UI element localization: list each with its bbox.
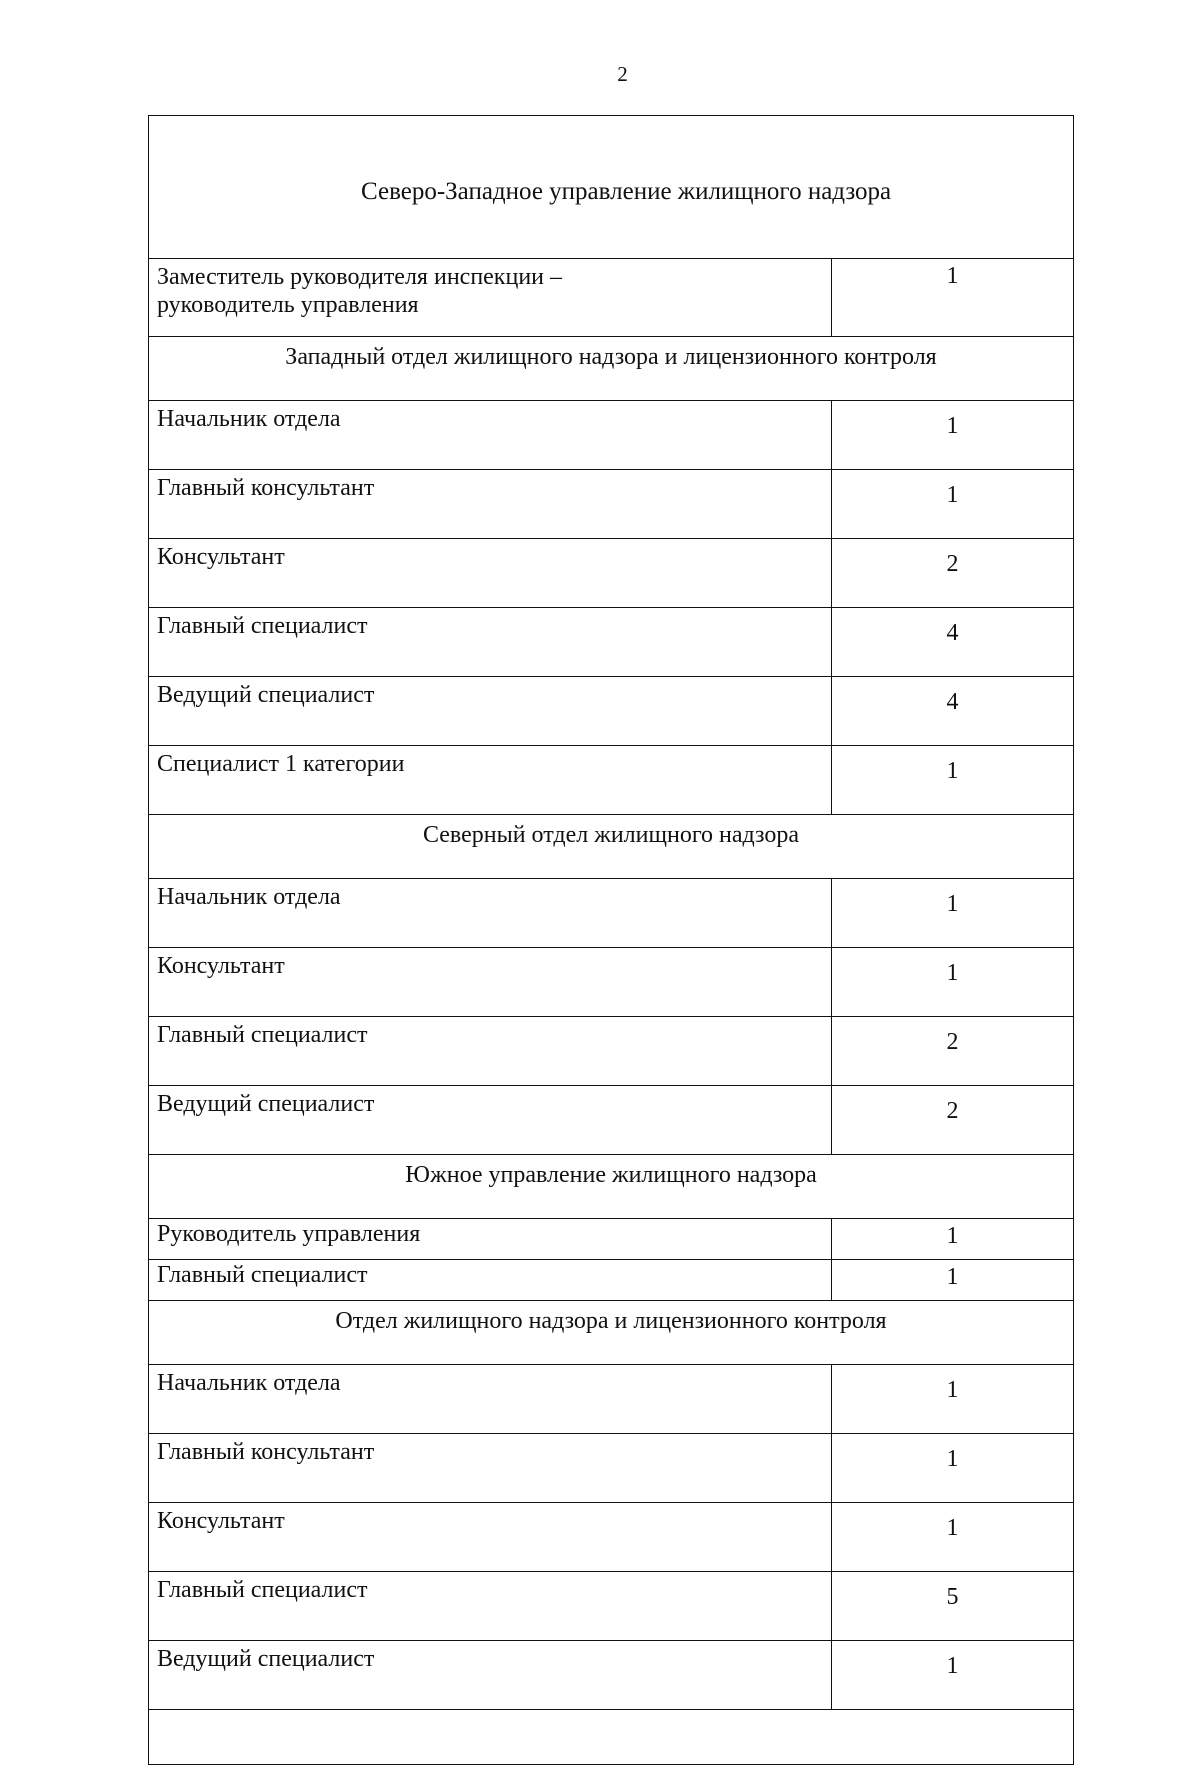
table-row — [149, 1086, 1074, 1155]
section-title-south: Южное управление жилищного надзора — [149, 1155, 1074, 1219]
position-title: Консультант — [149, 1503, 832, 1572]
position-title: Ведущий специалист — [149, 677, 832, 746]
position-title: Главный консультант — [149, 1434, 832, 1503]
table-row — [149, 401, 1074, 470]
position-title: Начальник отдела — [149, 1365, 832, 1434]
position-count: 1 — [832, 1260, 1074, 1301]
table-row — [149, 1219, 1074, 1260]
position-count: 1 — [832, 259, 1074, 337]
position-title: Начальник отдела — [149, 879, 832, 948]
page-number: 2 — [617, 62, 628, 86]
position-count: 1 — [832, 1219, 1074, 1260]
position-count: 1 — [832, 1365, 1074, 1434]
section-header-row — [149, 337, 1074, 401]
table-row — [149, 746, 1074, 815]
org-header-row — [149, 116, 1074, 259]
empty-row — [149, 1710, 1074, 1765]
position-count: 1 — [832, 470, 1074, 539]
position-title: Консультант — [149, 539, 832, 608]
section-header-row — [149, 1155, 1074, 1219]
position-count: 1 — [832, 1641, 1074, 1710]
table-row — [149, 608, 1074, 677]
position-count: 4 — [832, 677, 1074, 746]
position-title: Начальник отдела — [149, 401, 832, 470]
position-count: 2 — [832, 1086, 1074, 1155]
table-row — [149, 1641, 1074, 1710]
table-row — [149, 1365, 1074, 1434]
position-count: 1 — [832, 879, 1074, 948]
position-count: 2 — [832, 539, 1074, 608]
position-title: Ведущий специалист — [149, 1641, 832, 1710]
table-row — [149, 1503, 1074, 1572]
position-title: Руководитель управления — [149, 1219, 832, 1260]
position-count: 4 — [832, 608, 1074, 677]
position-title: Главный специалист — [149, 1260, 832, 1301]
table-row — [149, 1017, 1074, 1086]
position-count: 1 — [832, 1434, 1074, 1503]
position-title: Главный специалист — [149, 608, 832, 677]
position-count: 1 — [832, 746, 1074, 815]
table-row — [149, 539, 1074, 608]
table-row — [149, 879, 1074, 948]
table-row — [149, 1260, 1074, 1301]
position-title: Консультант — [149, 948, 832, 1017]
position-count: 2 — [832, 1017, 1074, 1086]
empty-cell — [149, 1710, 1074, 1765]
position-title: Главный специалист — [149, 1572, 832, 1641]
section-header-row — [149, 1301, 1074, 1365]
table-row — [149, 470, 1074, 539]
section-title-licensing: Отдел жилищного надзора и лицензионного контроля — [149, 1301, 1074, 1365]
staffing-table — [148, 115, 1074, 1765]
table-row — [149, 1572, 1074, 1641]
position-title: Главный консультант — [149, 470, 832, 539]
section-title-north: Северный отдел жилищного надзора — [149, 815, 1074, 879]
position-count: 1 — [832, 948, 1074, 1017]
position-count: 1 — [832, 401, 1074, 470]
org-title: Северо-Западное управление жилищного надзора — [149, 116, 1074, 259]
position-title: Специалист 1 категории — [149, 746, 832, 815]
position-count: 1 — [832, 1503, 1074, 1572]
table-row — [149, 259, 1074, 337]
section-title-west: Западный отдел жилищного надзора и лицензионного контроля — [149, 337, 1074, 401]
table-row — [149, 677, 1074, 746]
position-title: Заместитель руководителя инспекции – руководитель управления — [149, 259, 832, 337]
position-count: 5 — [832, 1572, 1074, 1641]
section-header-row — [149, 815, 1074, 879]
table-row — [149, 1434, 1074, 1503]
position-title: Главный специалист — [149, 1017, 832, 1086]
position-title: Ведущий специалист — [149, 1086, 832, 1155]
table-row — [149, 948, 1074, 1017]
